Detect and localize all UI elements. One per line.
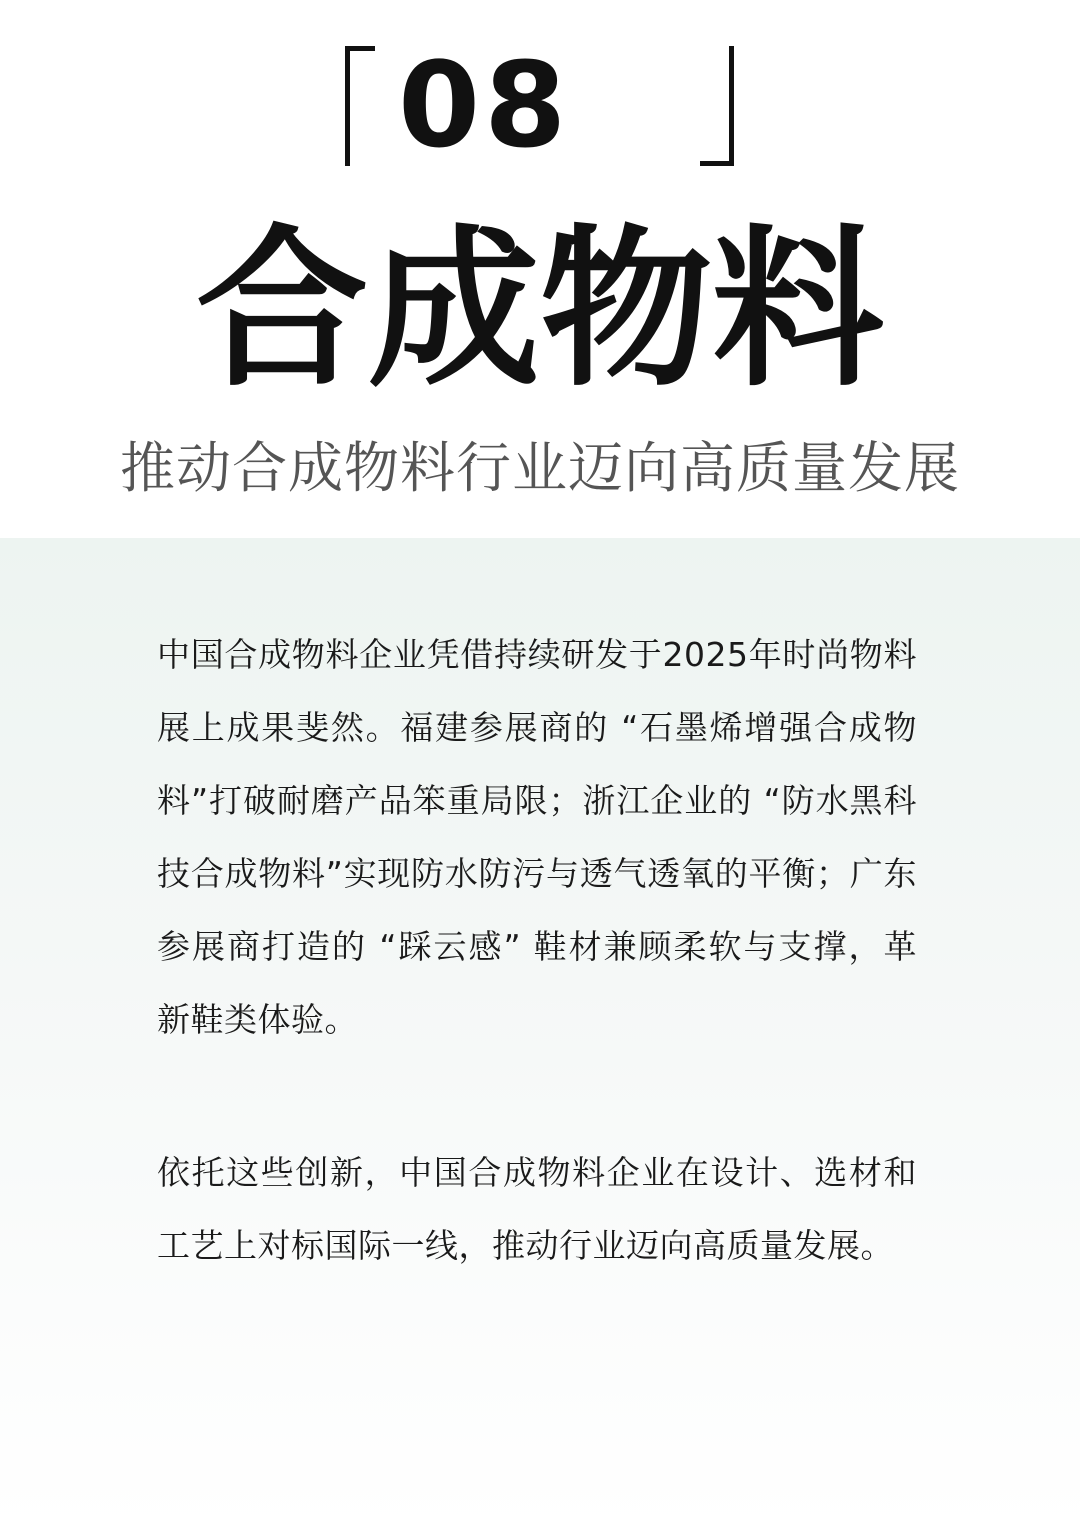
content-section: [0, 538, 1080, 1528]
right-corner-bracket: [700, 46, 734, 166]
section-number-block: [0, 36, 1080, 174]
left-corner-bracket: [345, 46, 375, 166]
page-subtitle: 推动合成物料行业迈向高质量发展: [119, 436, 960, 500]
header-section: [0, 0, 1080, 538]
section-number: 08: [398, 36, 571, 174]
page-title: 合成物料: [196, 209, 884, 410]
body-paragraph-2: 依托这些创新，中国合成物料企业在设计、选材和工艺上对标国际一线，推动行业迈向高质量发展。: [157, 1153, 917, 1265]
body-paragraph-1: 中国合成物料企业凭借持续研发于2025年时尚物料展上成果斐然。福建参展商的 “石墨烯增强合成物料”打破耐磨产品笨重局限；浙江企业的 “防水黑科技合成物料”实现防水防污与透气透氧的平衡；广东参展商打造的 “踩云感” 鞋材兼顾柔软与支撑，革新鞋类体验。: [157, 635, 917, 1039]
